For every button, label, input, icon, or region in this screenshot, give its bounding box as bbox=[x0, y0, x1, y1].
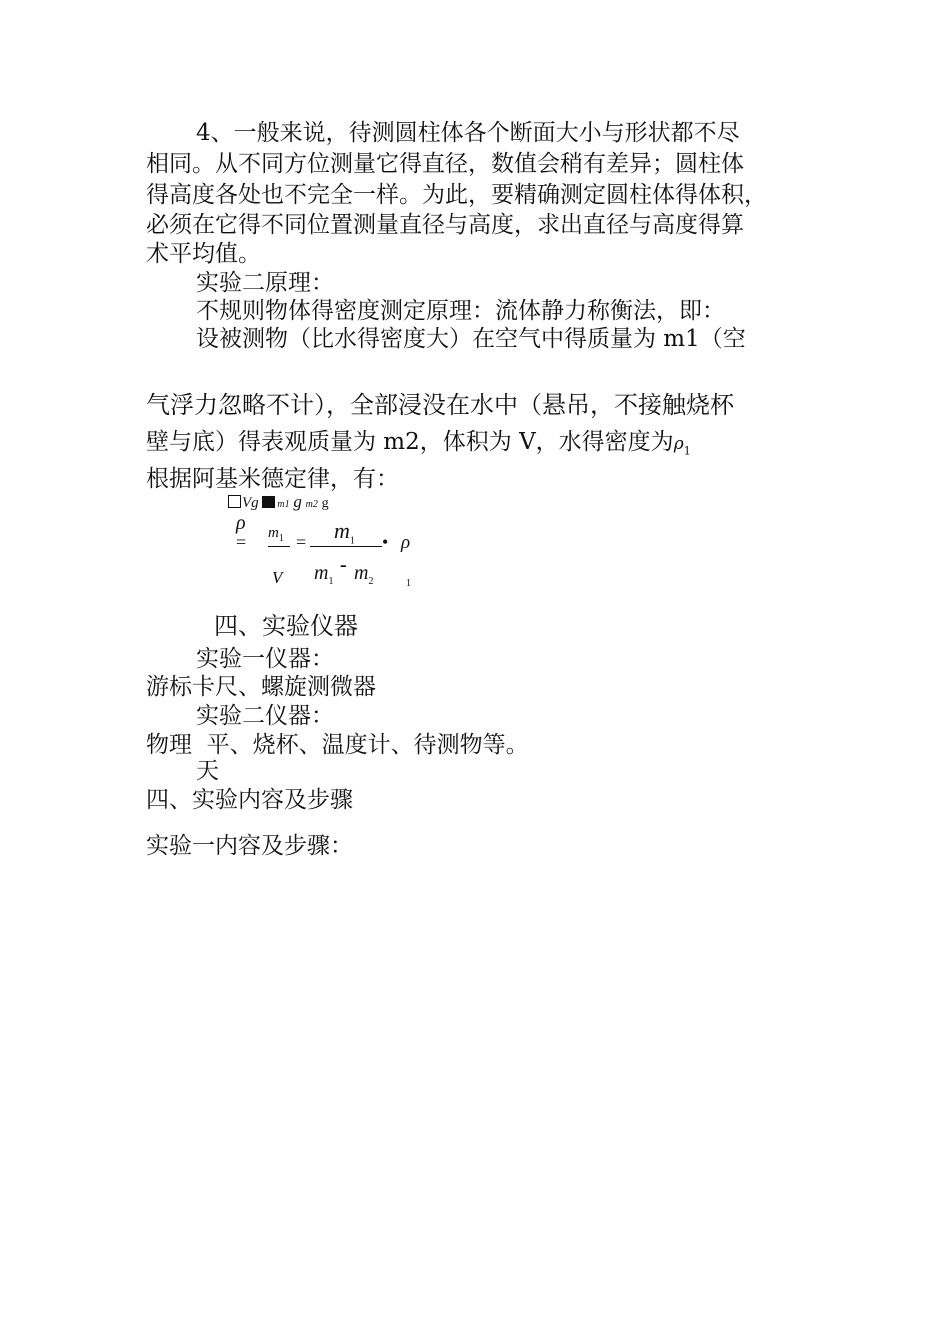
exp2-principle: 不规则物体得密度测定原理：流体静力称衡法，即： bbox=[196, 298, 725, 324]
formula-top-row bbox=[228, 492, 329, 512]
formula-top-g: g bbox=[293, 492, 302, 511]
formula-dot: • bbox=[382, 532, 389, 552]
fraction-bar-1 bbox=[268, 546, 290, 547]
formula-V: V bbox=[272, 568, 283, 587]
instruments-exp2-items-b: 平、烧杯、温度计、待测物等。 bbox=[206, 732, 529, 758]
exp2-line2: 气浮力忽略不计），全部浸没在水中（悬吊，不接触烧杯 bbox=[146, 391, 734, 419]
formula-m1 bbox=[268, 525, 284, 544]
placeholder-box-icon bbox=[228, 495, 241, 508]
formula-den-m1-sub: 1 bbox=[328, 576, 334, 587]
exp2-heading: 实验二原理： bbox=[196, 270, 334, 296]
formula-den-m2-letter: m bbox=[354, 562, 369, 584]
exp2-line1: 设被测物（比水得密度大）在空气中得质量为 m1（空 bbox=[196, 326, 746, 352]
rho-subscript: 1 bbox=[683, 444, 691, 458]
formula-den-m1 bbox=[314, 562, 333, 587]
formula-eq2: = bbox=[296, 532, 307, 552]
instruments-exp1-items: 游标卡尺、螺旋测微器 bbox=[146, 674, 376, 700]
formula-rho2: ρ bbox=[401, 532, 411, 553]
fraction-bar-2 bbox=[310, 546, 382, 547]
formula-rho: ρ bbox=[236, 512, 246, 534]
density-formula bbox=[228, 492, 468, 602]
instruments-heading: 四、实验仪器 bbox=[214, 612, 358, 640]
formula-num-m: m bbox=[334, 518, 350, 543]
instruments-exp2-items-a: 物理 bbox=[146, 732, 192, 758]
formula-num-sub: 1 bbox=[349, 535, 355, 547]
steps-heading: 四、实验内容及步骤 bbox=[146, 787, 353, 813]
text: 4、一般来说，待测圆柱体各个断面大小与形状都不尽 bbox=[196, 120, 740, 146]
instruments-exp2-items-c: 天 bbox=[196, 758, 219, 784]
para4-line2: 相同。从不同方位测量它得直径，数值会稍有差异；圆柱体 bbox=[146, 151, 744, 177]
exp2-line3-text: 壁与底）得表观质量为 m2，体积为 V，水得密度为 bbox=[146, 429, 674, 455]
para4-line5: 术平均值。 bbox=[146, 241, 261, 267]
formula-minus: - bbox=[340, 554, 347, 576]
para4-line4: 必须在它得不同位置测量直径与高度，求出直径与高度得算 bbox=[146, 212, 744, 238]
formula-den-m2-sub: 2 bbox=[368, 576, 374, 587]
rho-symbol: ρ bbox=[673, 434, 684, 454]
para4-line1 bbox=[196, 118, 806, 148]
formula-top-g2: g bbox=[321, 496, 329, 511]
formula-m1-sub: 1 bbox=[278, 533, 284, 544]
exp2-line4: 根据阿基米德定律，有： bbox=[146, 466, 399, 492]
formula-rho2-sub: 1 bbox=[406, 578, 411, 589]
formula-den-m1-letter: m bbox=[314, 562, 329, 584]
instruments-exp2-label: 实验二仪器： bbox=[196, 703, 334, 729]
formula-vg: Vg bbox=[242, 495, 259, 511]
formula-top-m1: m1 bbox=[277, 499, 290, 510]
formula-top-m2: m2 bbox=[305, 499, 318, 510]
formula-eq1: = bbox=[236, 532, 247, 552]
formula-den-m2 bbox=[354, 562, 373, 587]
para4-line3: 得高度各处也不完全一样。为此，要精确测定圆柱体得体积， bbox=[146, 182, 767, 208]
steps-exp1-label: 实验一内容及步骤： bbox=[146, 833, 353, 859]
instruments-exp1-label: 实验一仪器： bbox=[196, 646, 334, 672]
formula-numerator bbox=[334, 518, 355, 546]
placeholder-filled-box-icon bbox=[262, 496, 275, 508]
exp2-line3 bbox=[146, 427, 691, 467]
formula-m1-letter: m bbox=[268, 525, 279, 541]
